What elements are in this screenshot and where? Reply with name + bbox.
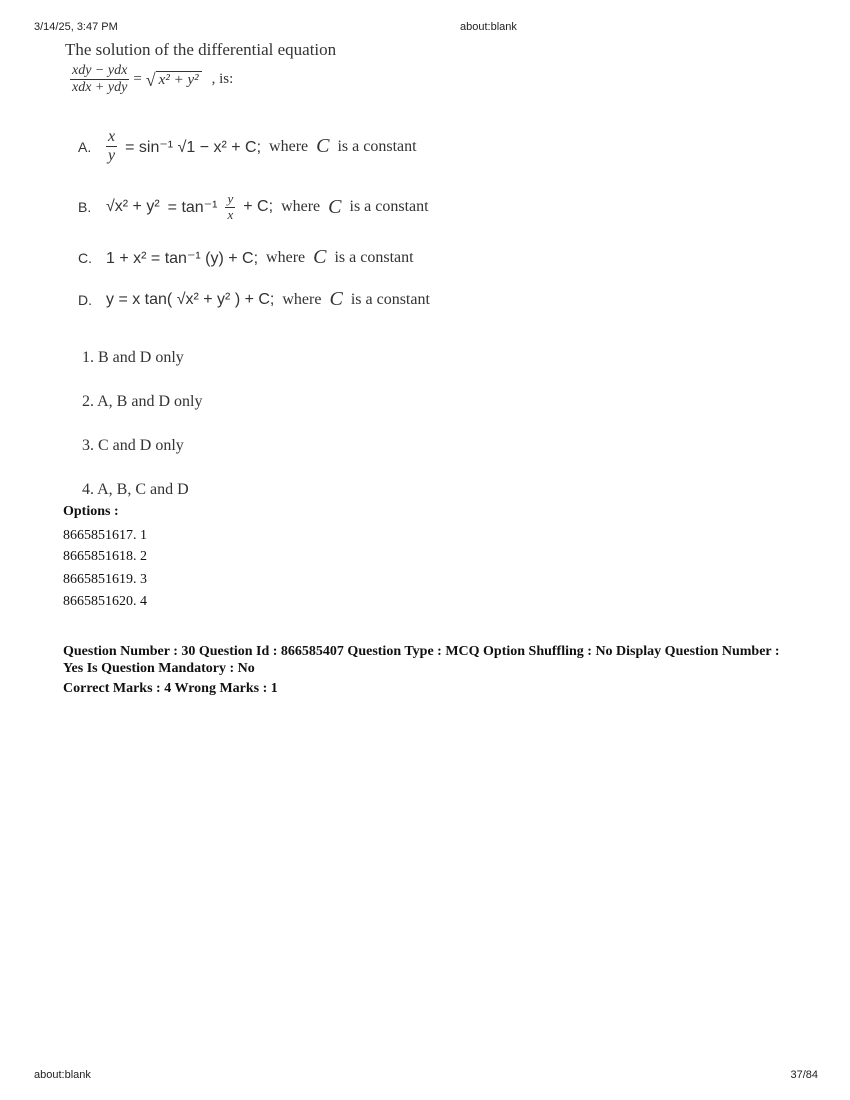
statement-math-left: √x² + y² [106,198,160,216]
statement-where: where [281,198,321,216]
statement-math: y = x tan( √x² + y² ) + C; [106,290,275,308]
statement-label: D. [78,291,92,308]
statement-math-mid: = tan⁻¹ [167,199,218,217]
equation-numerator: xdy − ydx [70,63,129,80]
statement-b [78,192,429,223]
equation-tail: , is: [211,71,234,88]
statement-where: where [282,290,322,308]
equation-denominator: xdx + ydy [72,80,128,96]
print-url-footer: about:blank [34,1069,91,1081]
constant-symbol: C [328,195,342,218]
sqrt-radicand: x² + y² [156,71,202,89]
answer-choice-1: 1. B and D only [82,349,184,366]
constant-symbol: C [313,246,327,268]
statement-math-right: + C; [243,198,274,216]
statement-a [78,128,417,166]
statement-where: where [269,137,309,155]
statement-label: A. [78,138,92,155]
option-id-1: 8665851617. 1 [63,528,147,543]
statement-math: 1 + x² = tan⁻¹ (y) + C; [106,249,259,267]
sqrt-expression [146,71,202,89]
statement-label: C. [78,249,92,266]
fraction-numerator: y [227,191,234,206]
constant-symbol: C [316,135,330,158]
page-number: 37/84 [790,1069,818,1081]
statement-fraction [106,128,117,166]
fraction-denominator: y [108,147,116,165]
statement-tail: is a constant [350,290,430,308]
question-meta: Question Number : 30 Question Id : 866585407 Question Type : MCQ Option Shuffling : No Display Question Number : Yes Is Question Mandatory : No [63,644,780,676]
statement-d [78,288,430,311]
equation-fraction [70,63,129,96]
options-heading: Options : [63,504,119,519]
print-datetime: 3/14/25, 3:47 PM [34,21,118,33]
statement-math: = sin⁻¹ √1 − x² + C; [125,138,262,156]
statement-label: B. [78,199,92,216]
question-image [60,36,540,506]
radical-icon: √ [145,69,156,90]
statement-tail: is a constant [334,248,414,266]
statement-fraction [225,192,235,223]
constant-symbol: C [329,288,343,310]
statement-c [78,246,414,269]
fraction-numerator: x [106,128,117,147]
fraction-denominator: x [227,206,234,222]
print-url-header: about:blank [460,21,517,33]
statement-tail: is a constant [349,198,429,216]
option-id-4: 8665851620. 4 [63,594,147,609]
answer-choice-2: 2. A, B and D only [82,393,203,410]
statement-where: where [266,248,306,266]
question-intro: The solution of the differential equation [65,40,337,59]
equals-sign: = [133,71,142,88]
option-id-2: 8665851618. 2 [63,549,147,564]
question-marks: Correct Marks : 4 Wrong Marks : 1 [63,681,278,696]
statement-tail: is a constant [337,137,417,155]
answer-choice-3: 3. C and D only [82,437,184,454]
option-id-3: 8665851619. 3 [63,572,147,587]
answer-choice-4: 4. A, B, C and D [82,481,189,498]
differential-equation [70,63,233,96]
